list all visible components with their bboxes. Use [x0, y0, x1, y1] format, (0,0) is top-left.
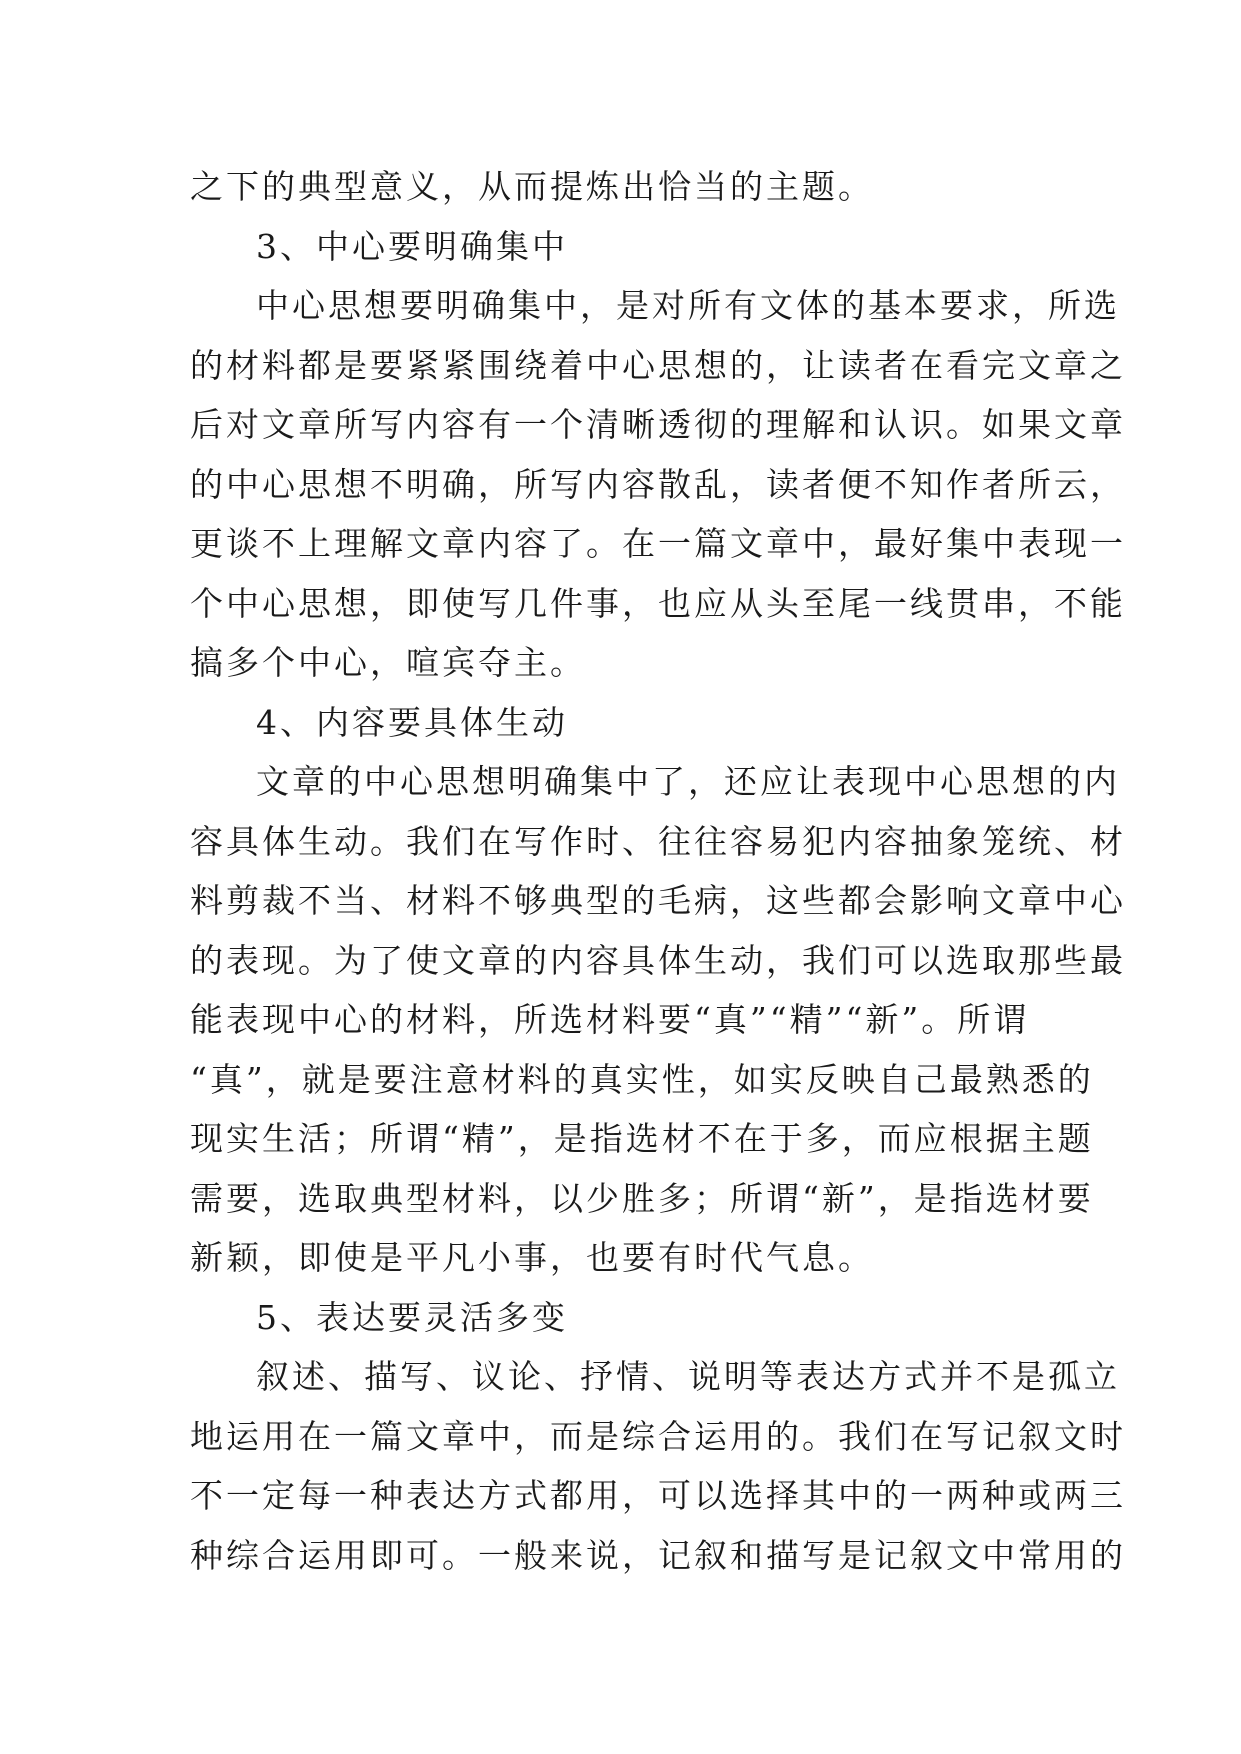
paragraph-line: 的材料都是要紧紧围绕着中心思想的，让读者在看完文章之: [190, 345, 1126, 385]
paragraph-line: 更谈不上理解文章内容了。在一篇文章中，最好集中表现一: [190, 524, 1126, 563]
section-heading-4: 4、内容要具体生动: [256, 702, 568, 742]
paragraph-line: 新颖，即使是平凡小事，也要有时代气息。: [190, 1238, 874, 1277]
paragraph-line: 之下的典型意义，从而提炼出恰当的主题。: [190, 167, 874, 206]
paragraph-line: 料剪裁不当、材料不够典型的毛病，这些都会影响文章中心: [190, 881, 1126, 920]
paragraph-line: 能表现中心的材料，所选材料要“真”“精”“新”。所谓: [190, 1000, 1030, 1039]
paragraph-line: “真”，就是要注意材料的真实性，如实反映自己最熟悉的: [190, 1059, 1094, 1099]
paragraph-line: 的表现。为了使文章的内容具体生动，我们可以选取那些最: [190, 940, 1126, 980]
paragraph-line: 种综合运用即可。一般来说，记叙和描写是记叙文中常用的: [190, 1535, 1126, 1575]
section-heading-3: 3、中心要明确集中: [256, 226, 568, 266]
paragraph-line: 容具体生动。我们在写作时、往往容易犯内容抽象笼统、材: [190, 821, 1126, 861]
paragraph-line: 不一定每一种表达方式都用，可以选择其中的一两种或两三: [190, 1476, 1126, 1515]
paragraph-line: 现实生活；所谓“精”，是指选材不在于多，而应根据主题: [190, 1119, 1094, 1158]
paragraph-line: 搞多个中心，喧宾夺主。: [190, 643, 586, 682]
paragraph-line: 文章的中心思想明确集中了，还应让表现中心思想的内: [256, 762, 1120, 801]
paragraph-line: 后对文章所写内容有一个清晰透彻的理解和认识。如果文章: [190, 405, 1126, 444]
section-heading-5: 5、表达要灵活多变: [256, 1297, 568, 1337]
paragraph-line: 中心思想要明确集中，是对所有文体的基本要求，所选: [256, 286, 1120, 325]
paragraph-line: 个中心思想，即使写几件事，也应从头至尾一线贯串，不能: [190, 583, 1126, 623]
document-body: [190, 157, 1126, 1585]
paragraph-line: 地运用在一篇文章中，而是综合运用的。我们在写记叙文时: [190, 1416, 1126, 1456]
paragraph-line: 需要，选取典型材料，以少胜多；所谓“新”，是指选材要: [190, 1178, 1094, 1218]
paragraph-line: 叙述、描写、议论、抒情、说明等表达方式并不是孤立: [256, 1357, 1120, 1396]
paragraph-line: 的中心思想不明确，所写内容散乱，读者便不知作者所云，: [190, 464, 1126, 504]
